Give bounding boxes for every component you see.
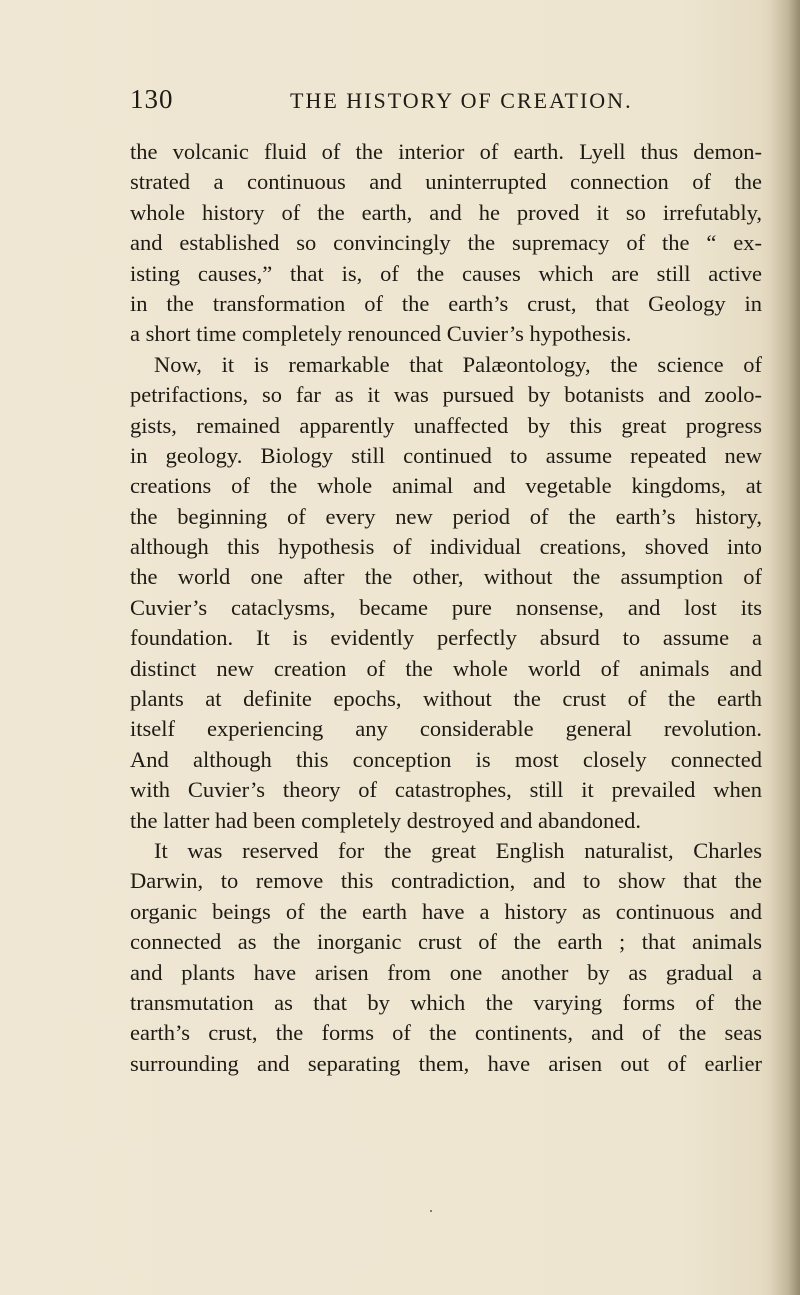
text-line: petrifactions, so far as it was pursued by botanists and zoolo- [130, 382, 762, 408]
text-line: although this hypothesis of individual creations, shoved into [130, 534, 762, 560]
text-line: with Cuvier’s theory of catastrophes, still it prevailed when [130, 777, 762, 803]
text-line: the beginning of every new period of the earth’s history, [130, 503, 762, 529]
text-line: distinct new creation of the whole world of animals and [130, 655, 762, 681]
text-line: transmutation as that by which the varying forms of the [130, 989, 762, 1015]
text-line: gists, remained apparently unaffected by this great progress [130, 412, 762, 438]
text-line: It was reserved for the great English naturalist, Charles [154, 837, 762, 863]
text-line: and plants have arisen from one another by as gradual a [130, 959, 762, 985]
text-line: a short time completely renounced Cuvier’s hypothesis. [130, 321, 632, 347]
text-line: Darwin, to remove this contradiction, and to show that the [130, 868, 762, 894]
text-line: Cuvier’s cataclysms, became pure nonsense, and lost its [130, 594, 762, 620]
text-line: isting causes,” that is, of the causes which are still active [130, 260, 762, 286]
text-line: plants at definite epochs, without the crust of the earth [130, 686, 762, 712]
text-line: itself experiencing any considerable general revolution. [130, 716, 762, 742]
text-line: in geology. Biology still continued to assume repeated new [130, 442, 762, 468]
page-edge-shadow [770, 0, 800, 1295]
page-header [130, 84, 770, 124]
text-line: creations of the whole animal and vegetable kingdoms, at [130, 473, 762, 499]
text-line: the world one after the other, without the assumption of [130, 564, 762, 590]
text-line: whole history of the earth, and he proved it so irrefutably, [130, 199, 762, 225]
text-line: strated a continuous and uninterrupted connection of the [130, 169, 762, 195]
page-number: 130 [130, 84, 174, 114]
text-line: Now, it is remarkable that Palæontology, the science of [154, 351, 762, 377]
body-text [130, 137, 762, 1079]
text-line: connected as the inorganic crust of the earth ; that animals [130, 929, 762, 955]
running-head: THE HISTORY OF CREATION. [290, 88, 633, 113]
text-line: the latter had been completely destroyed and abandoned. [130, 807, 642, 833]
text-line: organic beings of the earth have a history as continuous and [130, 898, 762, 924]
text-line: earth’s crust, the forms of the continents, and of the seas [130, 1020, 762, 1046]
text-line: foundation. It is evidently perfectly absurd to assume a [130, 625, 762, 651]
text-line: the volcanic fluid of the interior of earth. Lyell thus demon- [130, 139, 762, 164]
text-line: and established so convincingly the supremacy of the “ ex- [130, 230, 762, 256]
text-line: surrounding and separating them, have arisen out of earlier [130, 1050, 762, 1076]
text-line: in the transformation of the earth’s crust, that Geology in [130, 290, 762, 316]
text-line: And although this conception is most closely connected [130, 746, 762, 772]
paper-speck [430, 1210, 432, 1212]
